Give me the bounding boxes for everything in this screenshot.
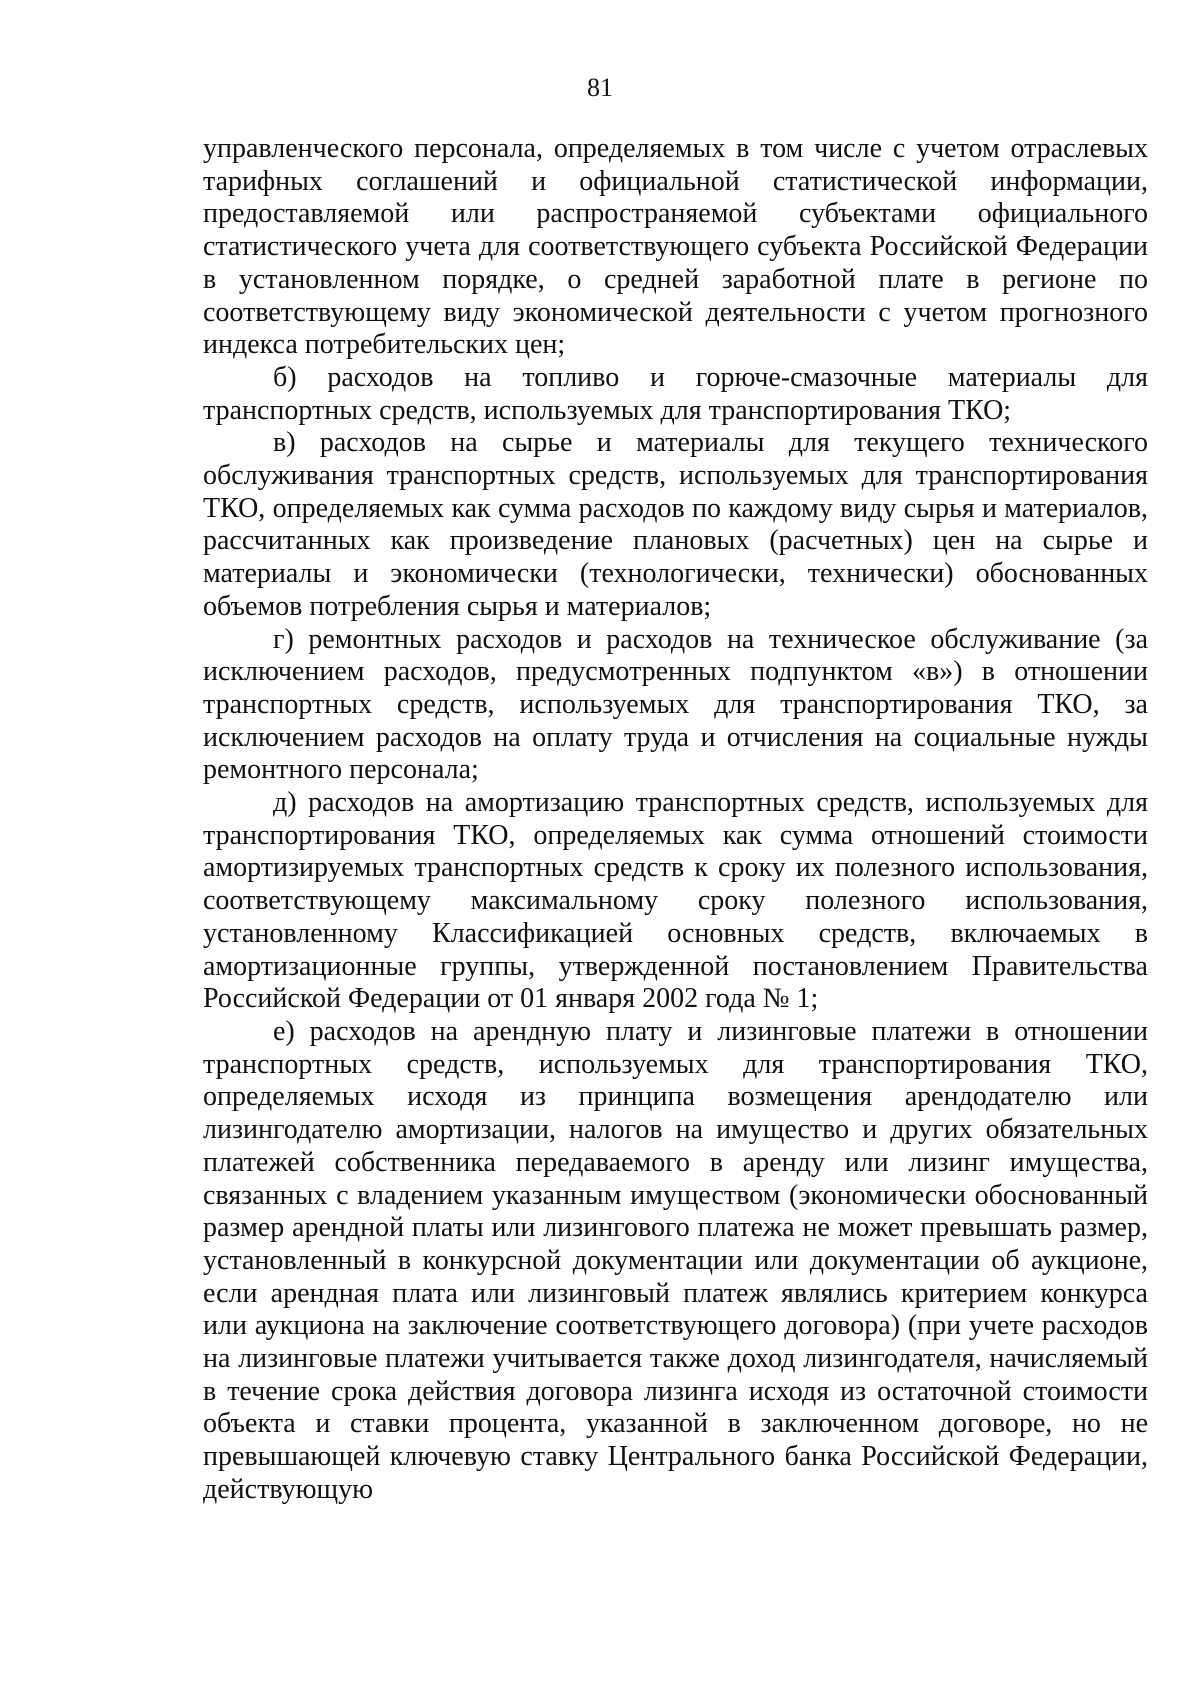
paragraph-item-v: в) расходов на сырье и материалы для текущего технического обслуживания транспортных средств, используемых для транспортирования ТКО, определяемых как сумма расходов по каждому виду сырья и материалов, рассчитанных как произведение плановых (расчетных) цен на сырье и материалы и экономически (технологически, технически) обоснованных объемов потребления сырья и материалов; <box>203 427 1148 622</box>
paragraph-item-d: д) расходов на амортизацию транспортных средств, используемых для транспортирования ТКО, определяемых как сумма отношений стоимости амортизируемых транспортных средств к сроку их полезного использования, соответствующему максимальному сроку полезного использования, установленному Классификацией основных средств, включаемых в амортизационные группы, утвержденной постановлением Правительства Российской Федерации от 01 января 2002 года № 1; <box>203 787 1148 1015</box>
paragraph-item-b: б) расходов на топливо и горюче-смазочные материалы для транспортных средств, используемых для транспортирования ТКО; <box>203 361 1148 426</box>
paragraph-continuation: управленческого персонала, определяемых в том числе с учетом отраслевых тарифных соглашений и официальной статистической информации, предоставляемой или распространяемой субъектами официального статистического учета для соответствующего субъекта Российской Федерации в установленном порядке, о средней заработной плате в регионе по соответствующему виду экономической деятельности с учетом прогнозного индекса потребительских цен; <box>203 133 1148 361</box>
page-number: 81 <box>587 73 613 102</box>
document-body <box>203 133 1148 1507</box>
paragraph-item-e: е) расходов на арендную плату и лизинговые платежи в отношении транспортных средств, используемых для транспортирования ТКО, определяемых исходя из принципа возмещения арендодателю или лизингодателю амортизации, налогов на имущество и других обязательных платежей собственника передаваемого в аренду или лизинг имущества, связанных с владением указанным имуществом (экономически обоснованный размер арендной платы или лизингового платежа не может превышать размер, установленный в конкурсной документации или документации об аукционе, если арендная плата или лизинговый платеж являлись критерием конкурса или аукциона на заключение соответствующего договора) (при учете расходов на лизинговые платежи учитывается также доход лизингодателя, начисляемый в течение срока действия договора лизинга исходя из остаточной стоимости объекта и ставки процента, указанной в заключенном договоре, но не превышающей ключевую ставку Центрального банка Российской Федерации, действующую <box>203 1015 1148 1505</box>
paragraph-item-g: г) ремонтных расходов и расходов на техническое обслуживание (за исключением расходов, предусмотренных подпунктом «в») в отношении транспортных средств, используемых для транспортирования ТКО, за исключением расходов на оплату труда и отчисления на социальные нужды ремонтного персонала; <box>203 623 1148 786</box>
